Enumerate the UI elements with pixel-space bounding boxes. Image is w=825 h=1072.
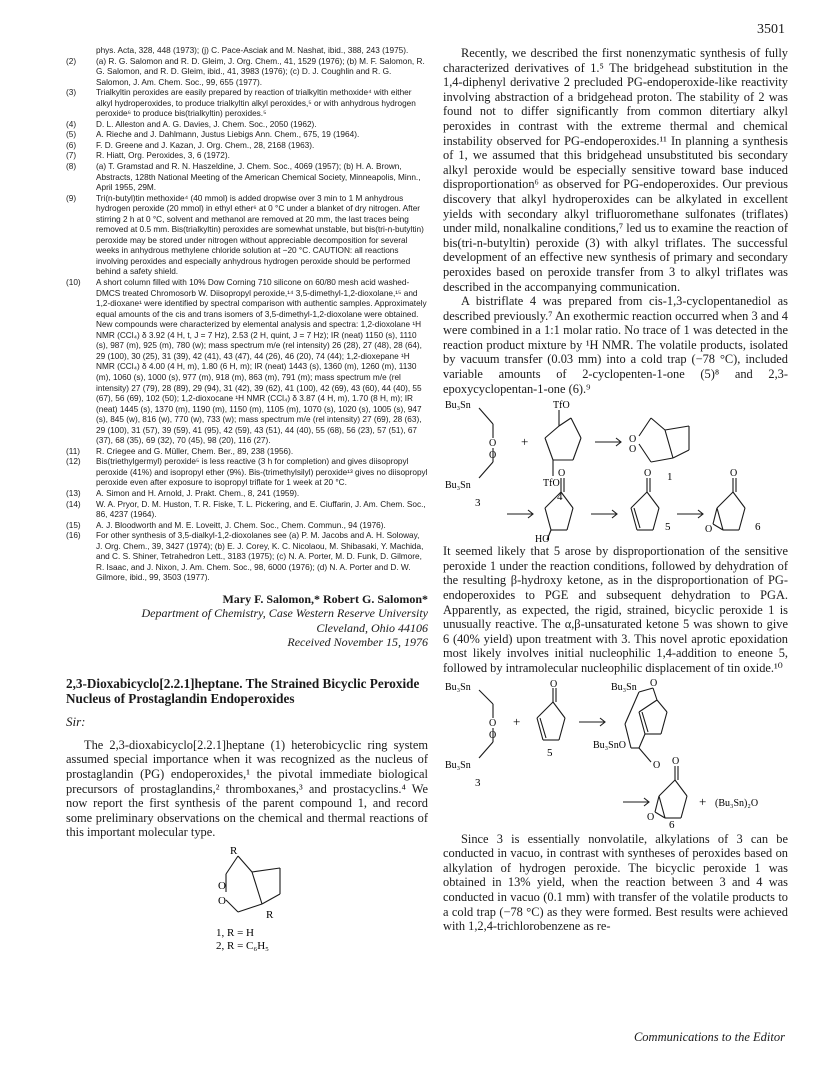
reference-item: (3) Trialkyltin peroxides are easily prepared by reaction of trialkyltin methoxide⁴ with either alkyl hydroperoxides, to produce trialkyltin alkyl peroxides,⁵ or with anhydrous hydrogen peroxide⁶ to produce bis(trialkyltin) peroxides.⁵: [66, 88, 416, 119]
reference-item: phys. Acta, 328, 448 (1973); (j) C. Pace-Asciak and M. Nashat, ibid., 388, 243 (1975).: [96, 46, 409, 55]
oxygen-label: O: [653, 759, 661, 771]
tributyltin-label: Bu₃Sn: [445, 400, 471, 412]
ketone-oxygen-label: O: [644, 468, 652, 480]
received-date: Received November 15, 1976: [287, 635, 428, 650]
reference-item: (11) R. Criegee and G. Müller, Chem. Ber., 89, 238 (1956).: [66, 446, 294, 456]
ketone-oxygen-label: O: [550, 678, 558, 690]
compound-1-label: 1, R = H: [216, 927, 254, 940]
oxygen-label: O: [489, 450, 497, 462]
compound-6-label: 6: [669, 818, 675, 828]
oxygen-label: O: [489, 438, 497, 450]
reference-item: (12) Bis(triethylgermyl) peroxide⁵ is less reactive (3 h for completion) and gives diisopropyl peroxide (41%) and isopropyl ether (9%). Bis-(trimethylsilyl) peroxide¹³ gives no diisopropyl peroxide even after exposure to isopropyl triflate for 1 week at 20 °C.: [66, 457, 428, 488]
reference-item: (2) (a) R. G. Salomon and R. D. Gleim, J. Org. Chem., 41, 1529 (1976); (b) M. F. Salomon, R. G. Salomon, and R. D. Gleim, ibid., 41, 3983 (1976); (c) D. J. Coughlin and R. G. Salomon, J. Am. Chem. Soc., 99, 655 (1977).: [66, 56, 425, 87]
reference-list: [66, 46, 428, 584]
oxygen-label: O: [629, 434, 637, 446]
reference-item: (10) A short column filled with 10% Dow Corning 710 silicone on 60/80 mesh acid washed-DMCS treated Chromosorb W. Diisopropyl peroxide,¹⁴ 3,5-dimethyl-1,2-dioxolane,¹⁵ and 1,2-dioxane¹ were identified by spectral comparison with authentic samples. Approximately equal amounts of the cis and trans isomers of 3,5-dimethyl-1,2-dioxolane were obtained. New compounds were characterized by elemental analysis and spectra: 1,2-dioxolane ¹H NMR (CCl₄) δ 3.92 (4 H, t, J = 7 Hz), 2.53 (2 H, quint, J = 7 Hz); IR (neat) 1150 (s), 1110 (s), 987 (m), 925 (m), 780 (w); mass spectrum m/e (rel intensity) 26 (28), 27 (48), 28 (64), 29 (100), 30 (25), 31 (39), 42 (41), 43 (47), 44 (26), 46 (20), 74 (44); 1,2-dioxepane ¹H NMR (CCl₄) δ 4.00 (4 H, m), 1.80 (6 H, m); IR (neat) 1443 (s), 1360 (m), 1260 (m), 1130 (m), 1060 (s), 1000 (s), 977 (m), 918 (m), 863 (m), 791 (m); mass spectrum m/e (rel intensity) 27 (79), 28 (89), 29 (94), 31 (42), 39 (62), 41 (100), 42 (69), 43 (60), 44 (40), 55 (67), 56 (69), 102 (50); 1,2-dioxocane ¹H NMR (CCl₄) δ 3.87 (4 H, m), 1.70 (8 H, m); IR (neat) 1445 (s), 1370 (m), 1190 (m), 1150 (m), 1105 (m), 1070 (s), 1020 (s), 1005 (s), 947 (s), 845 (w), 816 (w), 770 (w), 733 (w); mass spectrum m/e (rel intensity) 27 (69), 28 (63), 29 (100), 31 (57), 39 (59), 41 (95), 42 (59), 43 (51), 44 (40), 55 (68), 56 (23), 57 (51), 67 (37), 68 (35), 69 (32), 70 (45), 98 (20), 116 (27).: [66, 278, 427, 446]
compound-5-label: 5: [547, 746, 553, 759]
reference-item: (6) F. D. Greene and J. Kazan, J. Org. Chem., 28, 2168 (1963).: [66, 140, 315, 150]
reference-item: (15) A. J. Bloodworth and M. E. Loveitt, J. Chem. Soc., Chem. Commun., 94 (1976).: [66, 520, 386, 530]
plus-sign: +: [699, 793, 707, 809]
triflate-label: TfO: [543, 478, 560, 490]
right-column: [443, 46, 788, 934]
compound-3-label: 3: [475, 776, 481, 789]
left-column: [66, 46, 428, 954]
reference-item: (13) A. Simon and H. Arnold, J. Prakt. Chem., 8, 241 (1959).: [66, 488, 300, 498]
compound-6-label: 6: [755, 521, 761, 534]
plus-sign: +: [521, 434, 529, 450]
plus-sign: +: [513, 713, 521, 729]
byproduct-label: (Bu₃Sn)₂O: [715, 797, 759, 809]
oxygen-label: O: [650, 677, 658, 689]
compound-1-label: 1: [667, 471, 673, 484]
paragraph-intro: The 2,3-dioxabicyclo[2.2.1]heptane (1) heterobicyclic ring system assumed special importance when it was recognized as the nucleus of prostaglandin (PG) endoperoxides,¹ the pivotal immediate biological precursors of prostaglandins,² thromboxanes,³ and prostacyclins.⁴ We now report the first synthesis of the parent compound 1, and record some preliminary observations on the chemical and thermal reactions of this important molecular type.: [66, 737, 428, 840]
journal-section-footer: Communications to the Editor: [633, 1030, 785, 1044]
hydroxyl-label: HO: [535, 534, 550, 545]
affiliation: Department of Chemistry, Case Western Reserve University: [141, 606, 428, 621]
reference-item: (16) For other synthesis of 3,5-dialkyl-1,2-dioxolanes see (a) P. M. Jacobs and A. H. Soloway, J. Org. Chem., 39, 3427 (1974); (b) E. J. Corey, K. C. Nicolaou, M. Shibasaki, Y. Machida, and C. S. Shiner, Tetrahedron Lett., 3183 (1975); (c) N. A. Porter, M. D. Funk, D. Gilmore, R. Isaac, and J. Nixon, J. Am. Chem. Soc., 98, 6000 (1976); (d) N. A. Porter and D. W. Gilmore, ibid., 99, 3503 (1977).: [66, 531, 424, 583]
tributyltin-label: Bu₃Sn: [445, 480, 471, 492]
triflate-label: TfO: [553, 400, 570, 412]
reference-item: (4) D. L. Alleston and A. G. Davies, J. Chem. Soc., 2050 (1962).: [66, 119, 317, 129]
tributyltin-label: Bu₃Sn: [445, 759, 471, 771]
ketone-oxygen-label: O: [558, 468, 566, 480]
page-number: 3501: [757, 22, 785, 37]
author-names: Mary F. Salomon,* Robert G. Salomon*: [222, 591, 428, 606]
article-title: 2,3-Dioxabicyclo[2.2.1]heptane. The Strained Bicyclic Peroxide Nucleus of Prostaglandin Endoperoxides: [66, 675, 420, 706]
oxygen-label: O: [629, 444, 637, 456]
ketone-oxygen-label: O: [730, 468, 738, 480]
compound-3-label: 3: [475, 497, 481, 510]
ketone-oxygen-label: O: [672, 755, 680, 767]
affiliation-city: Cleveland, Ohio 44106: [316, 620, 428, 635]
r-top-label: R: [230, 845, 238, 858]
tributyltin-label: Bu₃Sn: [445, 681, 471, 693]
structure-1-diagram: [66, 844, 428, 954]
tributyltin-oxide-label: Bu₃SnO: [593, 739, 626, 751]
salutation: Sir:: [66, 713, 86, 729]
reference-item: (8) (a) T. Gramstad and R. N. Haszeldine, J. Chem. Soc., 4069 (1957); (b) H. A. Brown, Abstracts, 128th National Meeting of the American Chemical Society, Minneapolis, Minn., April 1955, 29M.: [66, 162, 421, 193]
r-bottom-label: R: [266, 909, 274, 922]
reference-item: (14) W. A. Pryor, D. M. Huston, T. R. Fiske, T. L. Pickering, and E. Ciuffarin, J. Am. Chem. Soc., 86, 4237 (1964).: [66, 499, 426, 520]
oxygen-label: O: [489, 729, 497, 741]
paragraph-background: Recently, we described the first nonenzymatic synthesis of fully characterized derivatives of 1.⁵ The bridgehead substitution in the 1,4-diphenyl derivative 2 precluded PG-endoperoxide-like reactivity involving abstraction of a bridgehead proton. The stability of 2 was found not to differ significantly from common ditertiary alkyl peroxides in contrast with the extreme thermal and chemical instability observed for PG-endoperoxides.¹¹ In planning a synthesis of 1, we assumed that this bridgehead unsubstituted bis secondary alkyl peroxide would be especially sensitive toward base induced disproportionation⁶ as observed for PG-endoperoxides. Our previous discovery that alkyl hydroperoxides can be alkylated in excellent yields with secondary alkyl trifluoromethane sulfonates (triflates) under mild, nonalkaline conditions,⁷ led us to examine the reaction of bis(tri-n-butyltin) peroxide (3) with alkyl triflates. The successful development of an effective new synthesis of primary and secondary peroxides based on peroxide transfer from 3 to alkyl triflates was described in the accompanying communication.: [443, 46, 788, 294]
oxygen-label: O: [218, 880, 226, 893]
paragraph-bistriflate: A bistriflate 4 was prepared from cis-1,3-cyclopentanediol as described previously.⁷ An exothermic reaction occurred when 3 and 4 were combined in a 1:1 molar ratio. No trace of 1 was detected in the reaction product mixture by ¹H NMR. The volatile products, isolated by vacuum transfer (0.03 mm) into a cold trap (−78 °C), included variable amounts of 2-cyclopenten-1-one (5)⁸ and 2,3-epoxycyclopentan-1-one (6).⁹: [443, 294, 788, 396]
oxygen-label: O: [218, 895, 226, 908]
reference-item: (5) A. Rieche and J. Dahlmann, Justus Liebigs Ann. Chem., 675, 19 (1964).: [66, 130, 360, 140]
compound-2-label: 2, R = C₆H₅: [216, 940, 269, 953]
epoxide-oxygen-label: O: [647, 811, 655, 823]
reference-item: (9) Tri(n-butyl)tin methoxide⁴ (40 mmol) is added dropwise over 3 min to 1 M anhydrous hydrogen peroxide (20 mmol) in ethyl ether⁶ at 0 °C under a blanket of dry nitrogen. After stirring 2 h at 0 °C, solvent and methanol are removed at 20 mm, the last traces being removed at 0.5 mm. Bis(trialkyltin) peroxides are somewhat unstable, but bis(tri-n-butyltin) peroxide may be stored under nitrogen without appreciable decomposition for several weeks in anhydrous methylene chloride solution at −20 °C. CAUTION: all reactions involving peroxides and especially anhydrous hydrogen peroxide should be performed behind a safety shield.: [66, 193, 424, 277]
paragraph-vacuo: Since 3 is essentially nonvolatile, alkylations of 3 can be conducted in vacuo, in contrast with syntheses of peroxides based on alkylation of hydrogen peroxide. The bicyclic peroxide 1 was obtained in 13% yield, when the reaction between 3 and 4 was conducted in vacuo (0.1 mm) with transfer of the volatile products to a cold trap (−78 °C) as they were formed. Best results were achieved with 1,2,4-trichlorobenzene as re-: [443, 831, 788, 934]
epoxide-oxygen-label: O: [705, 524, 713, 536]
compound-4-label: 4: [557, 491, 563, 504]
tributyltin-label: Bu₃Sn: [611, 681, 637, 693]
compound-5-label: 5: [665, 521, 671, 534]
reaction-scheme-2: [443, 678, 788, 828]
oxygen-label: O: [489, 717, 497, 729]
author-signature: [66, 592, 428, 650]
reference-item: (7) R. Hiatt, Org. Peroxides, 3, 6 (1972).: [66, 151, 230, 161]
paragraph-mechanism: It seemed likely that 5 arose by disproportionation of the sensitive peroxide 1 under the reaction conditions, followed by dehydration of the resulting β-hydroxy ketone, as in the disproportionation of PG-endoperoxides to PGE and subsequent dehydration to PGA. Apparently, as expected, the rigid, strained, bicyclic peroxide 1 is unusually reactive. The α,β-unsaturated ketone 5 was shown to give 6 (40% yield) upon treatment with 3. This novel aprotic epoxidation most likely involves initial nucleophilic 1,4-addition to eneone 5, followed by intramolecular nucleophilic displacement of tin oxide.¹⁰: [443, 544, 788, 675]
reaction-scheme-1: [443, 396, 788, 544]
